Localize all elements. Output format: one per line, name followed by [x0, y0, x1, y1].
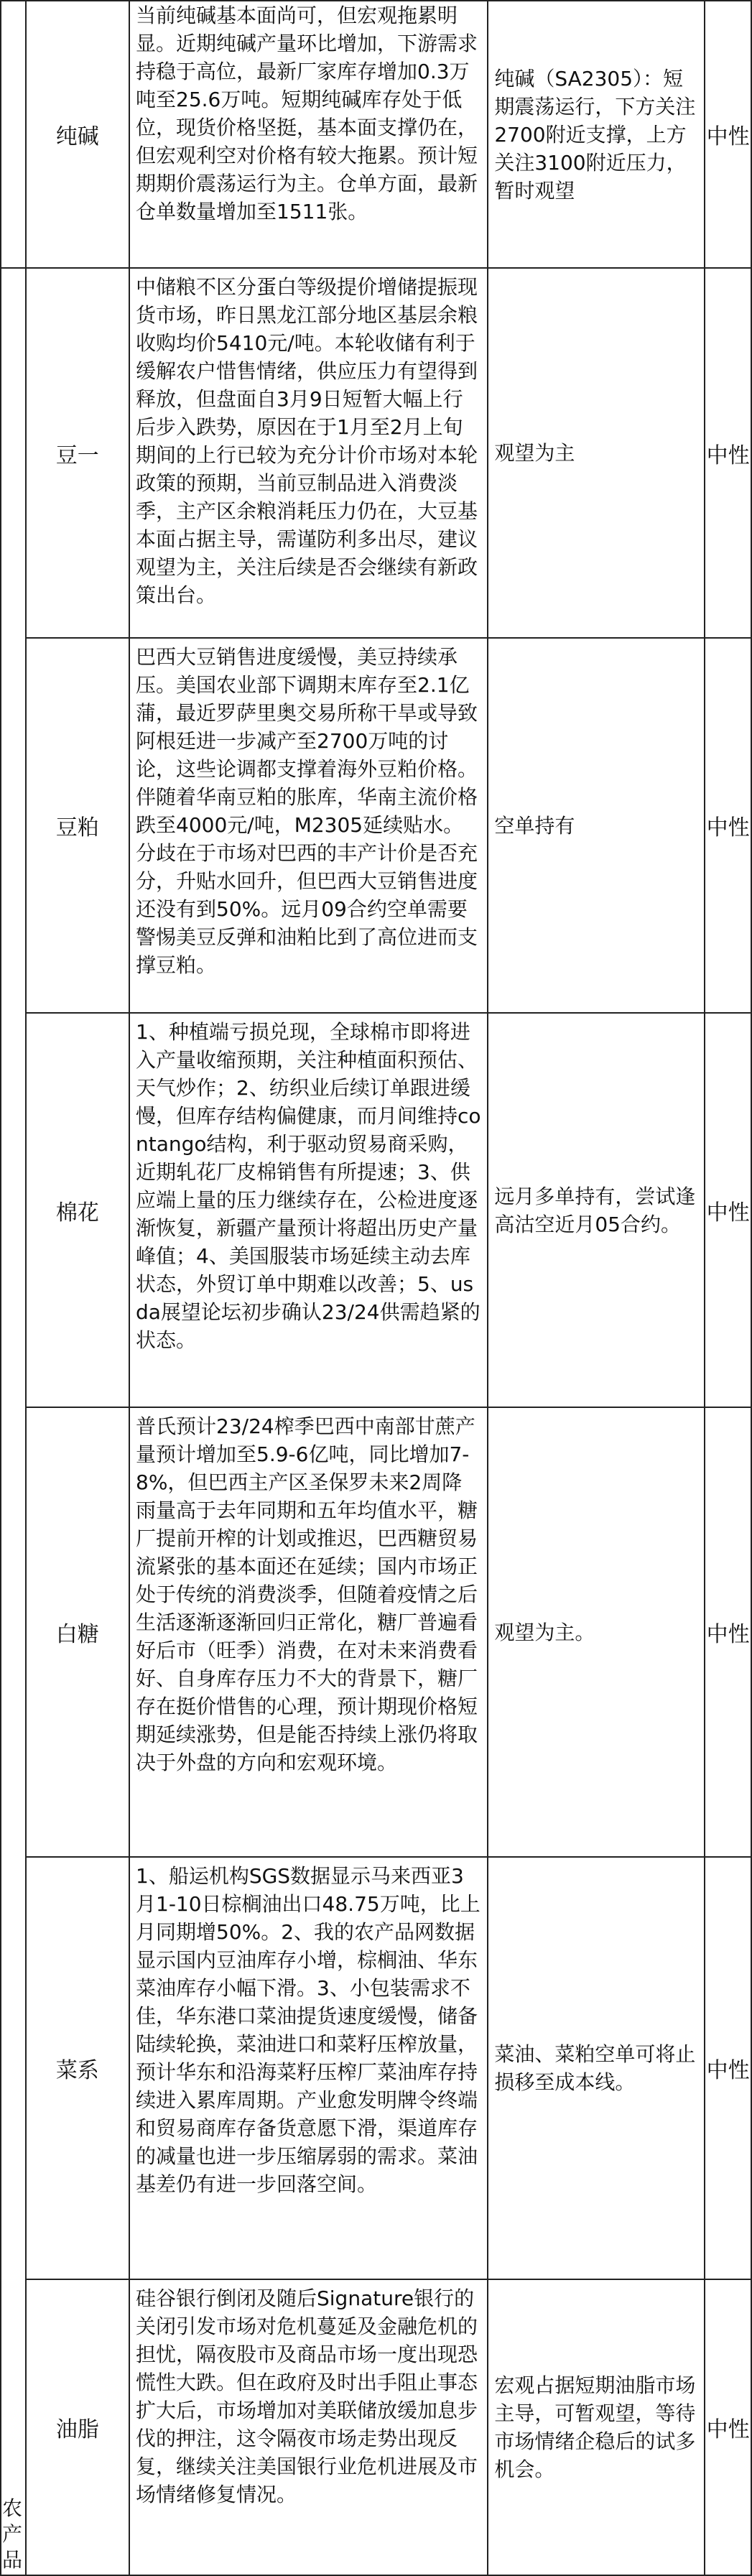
commodity-name: 豆粕 — [26, 638, 130, 1013]
outlook-text: 中性 — [705, 1407, 751, 1857]
table-row — [1, 2279, 751, 2575]
commodity-name: 棉花 — [26, 1013, 130, 1407]
outlook-text: 中性 — [705, 1013, 751, 1407]
analysis-text: 巴西大豆销售进度缓慢，美豆持续承压。美国农业部下调期末库存至2.1亿蒲，最近罗萨里奥交易所称干旱或导致阿根廷进一步减产至2700万吨的讨论，这些论调都支撑着海外豆粕价格。伴随着华南豆粕的胀库，华南主流价格跌至4000元/吨，M2305延续贴水。分歧在于市场对巴西的丰产计价是否充分，升贴水回升，但巴西大豆销售进度还没有到50%。远月09合约空单需要警惕美豆反弹和油粕比到了高位进而支撑豆粕。 — [129, 638, 488, 1013]
outlook-text: 中性 — [705, 638, 751, 1013]
analysis-text: 1、船运机构SGS数据显示马来西亚3月1-10日棕榈油出口48.75万吨，比上月同期增50%。2、我的农产品网数据显示国内豆油库存小增，棕榈油、华东菜油库存小幅下滑。3、小包装需求不佳，华东港口菜油提货速度缓慢，储备陆续轮换，菜油进口和菜籽压榨放量，预计华东和沿海菜籽压榨厂菜油库存持续进入累库周期。产业愈发明牌令终端和贸易商库存备货意愿下滑，渠道库存的减量也进一步压缩孱弱的需求。菜油基差仍有进一步回落空间。 — [129, 1857, 488, 2279]
strategy-text: 远月多单持有，尝试逢高沽空近月05合约。 — [488, 1013, 705, 1407]
strategy-text: 纯碱（SA2305）：短期震荡运行，下方关注2700附近支撑，上方关注3100附近压力，暂时观望 — [488, 1, 705, 268]
commodity-name: 油脂 — [26, 2279, 130, 2575]
strategy-text: 空单持有 — [488, 638, 705, 1013]
table-row — [1, 1, 751, 268]
analysis-text: 1、种植端亏损兑现，全球棉市即将进入产量收缩预期，关注种植面积预估、天气炒作；2、纺织业后续订单跟进缓慢，但库存结构偏健康，而月间维持contango结构，利于驱动贸易商采购，近期轧花厂皮棉销售有所提速；3、供应端上量的压力继续存在，公检进度逐渐恢复，新疆产量预计将超出历史产量峰值；4、美国服装市场延续主动去库状态，外贸订单中期难以改善；5、usda展望论坛初步确认23/24供需趋紧的状态。 — [129, 1013, 488, 1407]
outlook-text: 中性 — [705, 2279, 751, 2575]
commodity-name: 豆一 — [26, 268, 130, 638]
commodity-name: 纯碱 — [26, 1, 130, 268]
analysis-text: 普氏预计23/24榨季巴西中南部甘蔗产量预计增加至5.9-6亿吨，同比增加7-8%，但巴西主产区圣保罗未来2周降雨量高于去年同期和五年均值水平，糖厂提前开榨的计划或推迟，巴西糖贸易流紧张的基本面还在延续；国内市场正处于传统的消费淡季，但随着疫情之后生活逐渐逐渐回归正常化，糖厂普遍看好后市（旺季）消费，在对未来消费看好、自身库存压力不大的背景下，糖厂存在挺价惜售的心理，预计期现价格短期延续涨势，但是能否持续上涨仍将取决于外盘的方向和宏观环境。 — [129, 1407, 488, 1857]
strategy-text: 宏观占据短期油脂市场主导，可暂观望，等待市场情绪企稳后的试多机会。 — [488, 2279, 705, 2575]
category-label: 农 产 品 — [1, 2496, 22, 2572]
strategy-text: 观望为主。 — [488, 1407, 705, 1857]
commodity-name: 菜系 — [26, 1857, 130, 2279]
table-row — [1, 1013, 751, 1407]
commodity-name: 白糖 — [26, 1407, 130, 1857]
table-row — [1, 1407, 751, 1857]
strategy-text: 观望为主 — [488, 268, 705, 638]
analysis-text: 中储粮不区分蛋白等级提价增储提振现货市场，昨日黑龙江部分地区基层余粮收购均价5410元/吨。本轮收储有利于缓解农户惜售情绪，供应压力有望得到释放，但盘面自3月9日短暂大幅上行后步入跌势，原因在于1月至2月上旬期间的上行已较为充分计价市场对本轮政策的预期，当前豆制品进入消费淡季，主产区余粮消耗压力仍在，大豆基本面占据主导，需谨防利多出尽，建议观望为主，关注后续是否会继续有新政策出台。 — [129, 268, 488, 638]
category-cell — [1, 268, 26, 2575]
strategy-text: 菜油、菜粕空单可将止损移至成本线。 — [488, 1857, 705, 2279]
table-row — [1, 268, 751, 638]
analysis-text: 当前纯碱基本面尚可，但宏观拖累明显。近期纯碱产量环比增加，下游需求持稳于高位，最新厂家库存增加0.3万吨至25.6万吨。短期纯碱库存处于低位，现货价格坚挺，基本面支撑仍在，但宏观利空对价格有较大拖累。预计短期期价震荡运行为主。仓单方面，最新仓单数量增加至1511张。 — [129, 1, 488, 268]
outlook-text: 中性 — [705, 1857, 751, 2279]
category-cell — [1, 1, 26, 268]
table-row — [1, 638, 751, 1013]
table-row — [1, 1857, 751, 2279]
outlook-text: 中性 — [705, 268, 751, 638]
analysis-text: 硅谷银行倒闭及随后Signature银行的关闭引发市场对危机蔓延及金融危机的担忧，隔夜股市及商品市场一度出现恐慌性大跌。但在政府及时出手阻止事态扩大后，市场增加对美联储放缓加息步伐的押注，这令隔夜市场走势出现反复，继续关注美国银行业危机进展及市场情绪修复情况。 — [129, 2279, 488, 2575]
outlook-text: 中性 — [705, 1, 751, 268]
